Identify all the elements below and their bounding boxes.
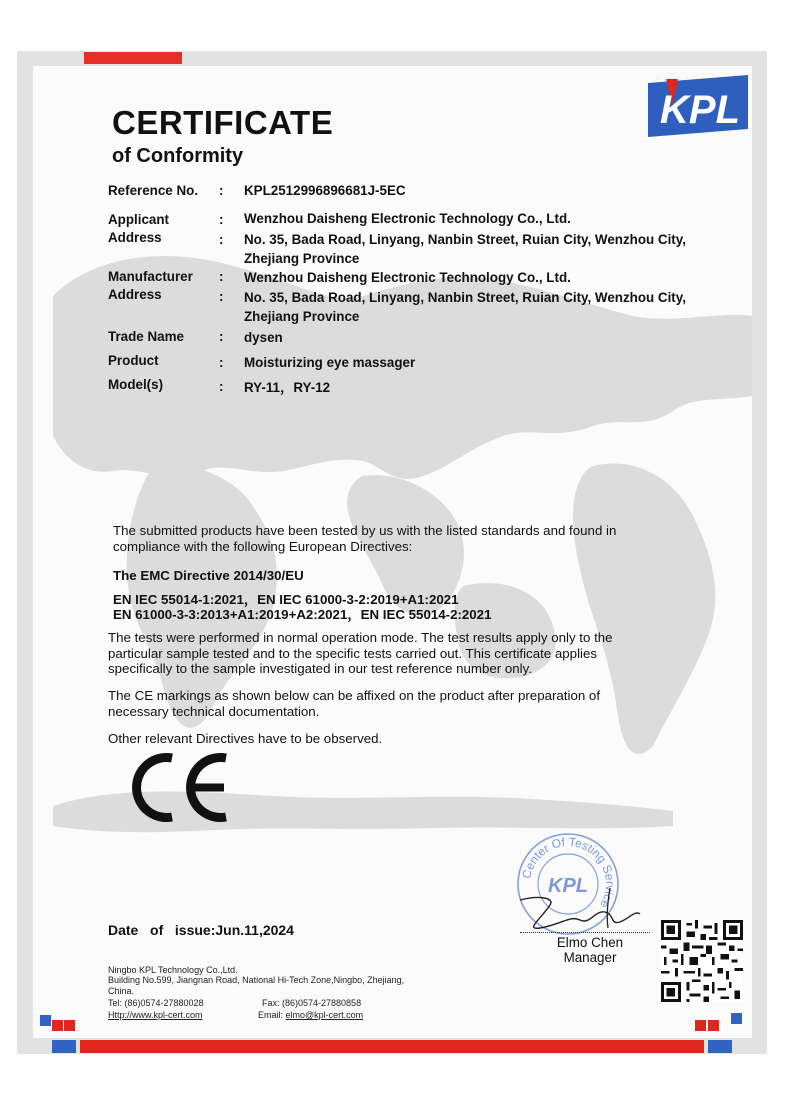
footer-fax: Fax: (86)0574-27880858 [262,998,362,1008]
product-value: Moisturizing eye massager [244,355,416,370]
colon: : [219,289,224,304]
stamp-center-text: KPL [548,875,588,897]
certificate-subtitle: of Conformity [112,145,244,167]
decor-square [695,1020,706,1031]
standards-line-2: EN 61000-3-3:2013+A1:2019+A2:2021，EN IEC 55014-2:2021 [113,607,492,622]
decor-square [40,1015,51,1026]
ce-paragraph: The CE markings as shown below can be affixed on the product after preparation of necessary technical documentation. [108,688,601,719]
ce-mark-logo [128,750,238,825]
applicant-address-value: No. 35, Bada Road, Linyang, Nanbin Street, Ruian City, Wenzhou City, Zhejiang Province [244,232,686,266]
reference-label: Reference No. [108,183,199,198]
signatory [540,935,640,965]
reference-value: KPL2512996896681J-5EC [244,183,406,198]
colon: : [219,329,224,344]
kpl-logo [648,75,748,137]
colon: : [219,355,224,370]
colon: : [219,183,224,198]
top-accent-bar [84,52,182,64]
signature-line [520,932,650,933]
footer-address-line2: China. [108,986,135,996]
manufacturer-label: Manufacturer [108,269,193,284]
signatory-role: Manager [563,950,617,965]
applicant-address-label: Address [108,230,162,245]
manufacturer-address-label: Address [108,287,162,302]
certificate-title: CERTIFICATE [112,104,334,141]
footer-email-link[interactable]: elmo@kpl-cert.com [285,1010,364,1020]
directive-title: The EMC Directive 2014/30/EU [113,568,304,583]
decor-square [52,1020,63,1031]
applicant-value: Wenzhou Daisheng Electronic Technology Co., Ltd. [244,211,571,226]
trade-name-label: Trade Name [108,329,184,344]
models-label: Model(s) [108,377,164,392]
kpl-logo-text: KPL [660,88,740,132]
signatory-name: Elmo Chen [556,935,624,950]
decor-square [708,1020,719,1031]
other-directives: Other relevant Directives have to be observed. [108,731,383,746]
bottom-accent-blue-left [52,1040,76,1053]
footer-address-line1: Building No.599, Jiangnan Road, National Hi-Tech Zone,Ningbo, Zhejiang, [108,975,405,985]
manufacturer-address-value: No. 35, Bada Road, Linyang, Nanbin Street, Ruian City, Wenzhou City, Zhejiang Province [244,290,686,324]
qr-code[interactable] [661,920,743,1002]
issue-date [108,922,294,938]
footer-email-label: Email: [258,1010,286,1020]
stamp-ring-text: Center Of Testing Service [519,834,618,911]
tests-paragraph: The tests were performed in normal operation mode. The test results apply only to the particular sample tested and to the specific tests carried out. This certificate applies specifically to the sample investigated in our test reference number only. [108,630,613,676]
footer-email [258,1010,363,1021]
standards-line-1: EN IEC 55014-1:2021，EN IEC 61000-3-2:2019+A1:2021 [113,592,459,607]
colon: : [219,232,224,247]
trade-name-value: dysen [244,330,283,345]
bottom-accent-blue-right [708,1040,732,1053]
colon: : [219,212,224,227]
colon: : [219,379,224,394]
decor-square [64,1020,75,1031]
intro-paragraph: The submitted products have been tested by us with the listed standards and found in compliance with the following European Directives: [113,523,617,554]
footer-company: Ningbo KPL Technology Co.,Ltd. [108,965,238,975]
decor-square [731,1013,742,1024]
applicant-label: Applicant [108,212,170,227]
bottom-accent-red [80,1040,704,1053]
issue-date-label: Date of issue: [108,922,216,938]
issue-date-value: Jun.11,2024 [215,922,294,938]
footer-tel: Tel: (86)0574-27880028 [108,998,204,1008]
colon: : [219,269,224,284]
footer-website-link[interactable]: Http://www.kpl-cert.com [108,1010,203,1020]
manufacturer-value: Wenzhou Daisheng Electronic Technology Co., Ltd. [244,270,571,285]
product-label: Product [108,353,159,368]
models-value: RY-11，RY-12 [244,380,331,395]
handwritten-signature [510,880,650,935]
